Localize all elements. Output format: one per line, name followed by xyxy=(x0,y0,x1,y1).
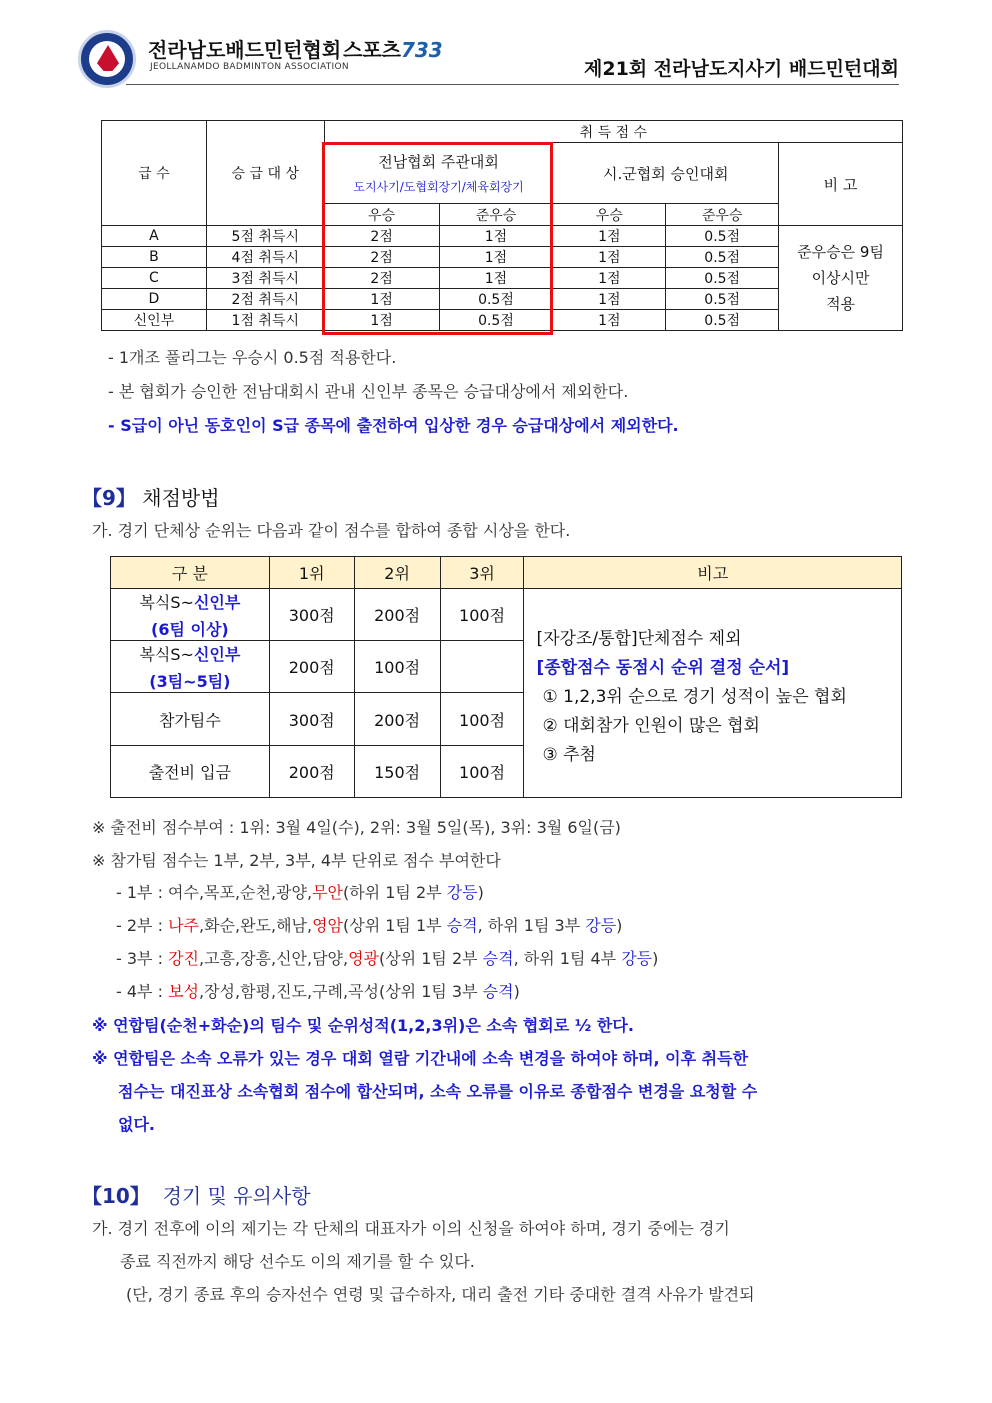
division-4 xyxy=(116,979,520,1002)
row-w1: 1점 xyxy=(324,310,439,331)
division-text: ) xyxy=(477,883,484,902)
row-label-teams: (6팀 이상) xyxy=(151,619,229,639)
note-line-3: 적용 xyxy=(826,295,856,313)
row-target: 4점 취득시 xyxy=(206,247,324,268)
score-3rd xyxy=(440,641,524,693)
division-text: (상위 1팀 1부 xyxy=(343,916,447,935)
row-r2: 0.5점 xyxy=(666,226,779,247)
header-win-1: 우승 xyxy=(324,204,439,226)
division-text: ,장성,함평,진도,구례,곡성(상위 1팀 3부 xyxy=(198,982,483,1001)
row-r2: 0.5점 xyxy=(666,289,779,310)
tournament-title: 제21회 전라남도지사기 배드민턴대회 xyxy=(584,58,899,80)
highlight-box xyxy=(322,142,553,335)
scoring-table xyxy=(110,556,902,798)
row-target: 5점 취득시 xyxy=(206,226,324,247)
score-1st: 200점 xyxy=(269,641,354,693)
score-3rd: 100점 xyxy=(440,589,524,641)
division-red: 무안 xyxy=(312,883,343,902)
header-division: 구 분 xyxy=(111,557,270,589)
row-grade: C xyxy=(102,268,207,289)
section-10-line-1: 가. 경기 전후에 이의 제기는 각 단체의 대표자가 이의 신청을 하여야 하며, 경기 중에는 경기 xyxy=(92,1219,730,1238)
row-w2: 1점 xyxy=(553,268,666,289)
row-w1: 2점 xyxy=(324,268,439,289)
header-runner-2: 준우승 xyxy=(666,204,779,226)
row-w2: 1점 xyxy=(553,310,666,331)
division-red: 강진 xyxy=(168,949,199,968)
sports-logo-text: 스포츠 xyxy=(343,38,401,62)
note-s-grade: - S급이 아닌 동호인이 S급 종목에 출전하여 입상한 경우 승급대상에서 제외한다. xyxy=(108,416,679,435)
row-r2: 0.5점 xyxy=(666,310,779,331)
row-w2: 1점 xyxy=(553,226,666,247)
header-remarks: 비고 xyxy=(524,557,902,589)
section-9-heading xyxy=(82,482,220,511)
row-label-rookie: 신인부 xyxy=(193,644,241,664)
row-target: 3점 취득시 xyxy=(206,268,324,289)
row-r1: 1점 xyxy=(439,226,553,247)
remark-tiebreak-title: [종합점수 동점시 순위 결정 순서] xyxy=(536,658,790,678)
row-r2: 0.5점 xyxy=(666,268,779,289)
score-1st: 300점 xyxy=(269,693,354,746)
header-runner-1: 준우승 xyxy=(439,204,553,226)
row-doubles-3to5 xyxy=(111,641,270,693)
note-fullleague: - 1개조 풀리그는 우승시 0.5점 적용한다. xyxy=(108,348,397,367)
note-entry-fee: ※ 출전비 점수부여 : 1위: 3월 4일(수), 2위: 3월 5일(목), 3위: 3월 6일(금) xyxy=(92,818,621,837)
score-3rd: 100점 xyxy=(440,693,524,746)
note-merged-team-line-2: 점수는 대진표상 소속협회 점수에 합산되며, 소속 오류를 이유로 종합점수 변경을 요청할 수 xyxy=(118,1082,758,1101)
section-10-line-3: (단, 경기 종료 후의 승자선수 연령 및 급수하자, 대리 출전 기타 중대한 결격 사유가 발견되 xyxy=(126,1285,755,1304)
remark-rule-3: ③ 추첨 xyxy=(542,745,596,765)
sports-logo xyxy=(343,34,443,63)
division-blue: 강등 xyxy=(621,949,653,968)
division-blue: 강등 xyxy=(446,883,478,902)
row-grade: D xyxy=(102,289,207,310)
header-grade: 급 수 xyxy=(102,121,207,226)
division-red: 보성 xyxy=(168,982,199,1001)
division-text: - 2부 : xyxy=(116,916,169,935)
shuttlecock-icon xyxy=(97,45,119,71)
row-doubles-6plus xyxy=(111,589,270,641)
division-text: - 1부 : 여수,목포,순천,광양, xyxy=(116,883,313,902)
score-2nd: 200점 xyxy=(354,693,440,746)
row-r1: 0.5점 xyxy=(439,310,553,331)
division-text: - 3부 : xyxy=(116,949,169,968)
section-10-number: 【10】 xyxy=(82,1184,150,1208)
division-1 xyxy=(116,880,484,903)
header-points: 취 득 점 수 xyxy=(324,121,902,143)
row-grade: B xyxy=(102,247,207,268)
association-logo xyxy=(78,30,136,88)
header-target: 승 급 대 상 xyxy=(206,121,324,226)
division-blue: 승격 xyxy=(446,916,478,935)
row-participating-teams: 참가팀수 xyxy=(111,693,270,746)
header-jn-sub: 도지사기/도협회장기/체육회장기 xyxy=(353,180,524,194)
score-2nd: 100점 xyxy=(354,641,440,693)
note-merged-team-half: ※ 연합팀(순천+화순)의 팀수 및 순위성적(1,2,3위)은 소속 협회로 ½ 한다. xyxy=(92,1016,634,1035)
remark-rule-1: ① 1,2,3위 순으로 경기 성적이 높은 협회 xyxy=(542,687,847,707)
row-target: 2점 취득시 xyxy=(206,289,324,310)
header-jn-title: 전남협회 주관대회 xyxy=(378,153,499,171)
remarks-cell xyxy=(524,589,902,798)
division-3 xyxy=(116,946,658,969)
note-line-2: 이상시만 xyxy=(811,269,870,287)
division-red: 영암 xyxy=(312,916,343,935)
division-text: , 하위 1팀 3부 xyxy=(477,916,586,935)
section-9-number: 【9】 xyxy=(82,486,136,510)
section-10-heading xyxy=(82,1180,311,1209)
division-text: ) xyxy=(652,949,659,968)
division-text: ,고흥,장흥,신안,담양, xyxy=(198,949,349,968)
org-name-en: JEOLLANAMDO BADMINTON ASSOCIATION xyxy=(150,62,349,72)
row-label: 복식S~ xyxy=(139,644,194,664)
row-r1: 1점 xyxy=(439,247,553,268)
division-red: 영광 xyxy=(348,949,379,968)
note-merged-team-line-3: 없다. xyxy=(118,1115,155,1134)
org-name: 전라남도배드민턴협회 xyxy=(148,38,342,62)
score-2nd: 200점 xyxy=(354,589,440,641)
score-1st: 200점 xyxy=(269,746,354,798)
row-w1: 2점 xyxy=(324,247,439,268)
remark-exclusion: [자강조/통합]단체점수 제외 xyxy=(536,629,742,649)
row-label-rookie: 신인부 xyxy=(193,592,241,612)
division-text: ) xyxy=(513,982,520,1001)
row-r1: 1점 xyxy=(439,268,553,289)
score-1st: 300점 xyxy=(269,589,354,641)
division-red: 나주 xyxy=(168,916,199,935)
header-win-2: 우승 xyxy=(553,204,666,226)
row-w1: 2점 xyxy=(324,226,439,247)
division-text: - 4부 : xyxy=(116,982,169,1001)
note-line-1: 준우승은 9팀 xyxy=(797,243,884,261)
row-w2: 1점 xyxy=(553,247,666,268)
note-merged-team-line-1: ※ 연합팀은 소속 오류가 있는 경우 대회 열람 기간내에 소속 변경을 하여야 하며, 이후 취득한 xyxy=(92,1049,749,1068)
row-r1: 0.5점 xyxy=(439,289,553,310)
row-r2: 0.5점 xyxy=(666,247,779,268)
division-text: ) xyxy=(616,916,623,935)
row-w1: 1점 xyxy=(324,289,439,310)
score-3rd: 100점 xyxy=(440,746,524,798)
division-text: , 하위 1팀 4부 xyxy=(513,949,622,968)
row-label-teams: (3팀~5팀) xyxy=(149,671,231,691)
division-text: (하위 1팀 2부 xyxy=(342,883,447,902)
note-team-division: ※ 참가팀 점수는 1부, 2부, 3부, 4부 단위로 점수 부여한다 xyxy=(92,851,501,870)
section-10-title: 경기 및 유의사항 xyxy=(162,1184,311,1208)
division-blue: 승격 xyxy=(482,949,514,968)
division-blue: 강등 xyxy=(585,916,617,935)
row-note xyxy=(779,226,903,331)
header-3rd: 3위 xyxy=(440,557,524,589)
row-target: 1점 취득시 xyxy=(206,310,324,331)
division-text: (상위 1팀 2부 xyxy=(378,949,483,968)
header-2nd: 2위 xyxy=(354,557,440,589)
header-note: 비 고 xyxy=(779,143,903,226)
remark-rule-2: ② 대회참가 인원이 많은 협회 xyxy=(542,716,760,736)
division-blue: 승격 xyxy=(482,982,514,1001)
header-city: 시.군협회 승인대회 xyxy=(553,143,779,204)
sports-logo-number: 733 xyxy=(400,38,443,62)
header-divider xyxy=(126,84,899,85)
note-rookie-exclusion: - 본 협회가 승인한 전남대회시 관내 신인부 종목은 승급대상에서 제외한다. xyxy=(108,382,629,401)
row-grade: 신인부 xyxy=(102,310,207,331)
row-entry-fee: 출전비 입금 xyxy=(111,746,270,798)
division-text: ,화순,완도,해남, xyxy=(198,916,313,935)
section-9-intro: 가. 경기 단체상 순위는 다음과 같이 점수를 합하여 종합 시상을 한다. xyxy=(92,521,571,540)
row-label: 복식S~ xyxy=(139,592,194,612)
score-2nd: 150점 xyxy=(354,746,440,798)
header-1st: 1위 xyxy=(269,557,354,589)
section-9-title: 채점방법 xyxy=(142,486,220,510)
division-2 xyxy=(116,913,622,936)
row-w2: 1점 xyxy=(553,289,666,310)
section-10-line-2: 종료 직전까지 해당 선수도 이의 제기를 할 수 있다. xyxy=(120,1252,475,1271)
row-grade: A xyxy=(102,226,207,247)
